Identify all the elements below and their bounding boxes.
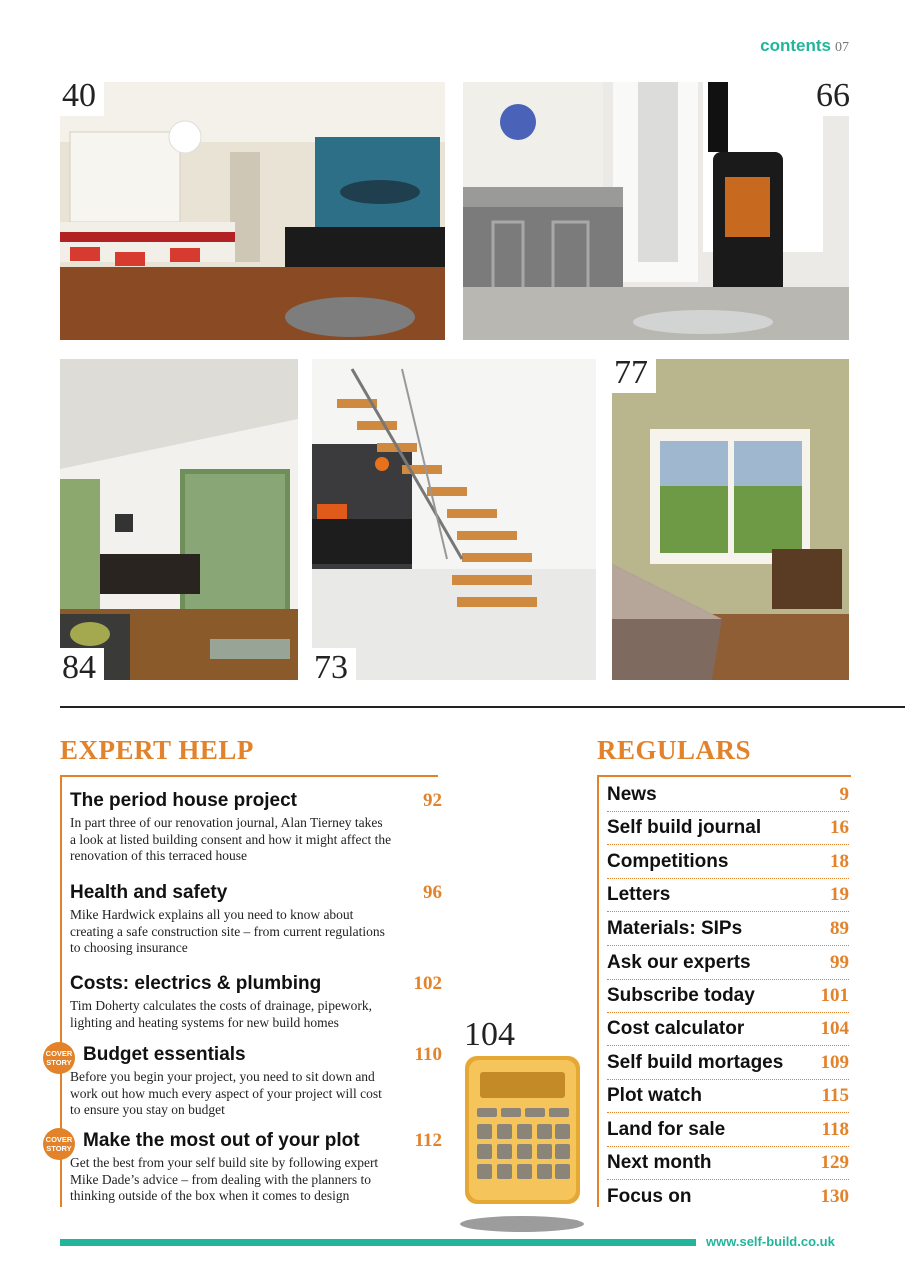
list-item[interactable]: [70, 790, 446, 865]
regulars-item[interactable]: Self build journal 16: [607, 811, 849, 845]
footer-bar: [60, 1239, 696, 1246]
list-item[interactable]: [70, 882, 446, 957]
kitchen-image: [60, 82, 445, 340]
list-item[interactable]: [70, 1130, 446, 1205]
regulars-item[interactable]: News 9: [607, 778, 849, 812]
item-page: 96: [423, 882, 442, 903]
item-title: Health and safety: [70, 882, 228, 903]
photo-kitchen[interactable]: [60, 82, 445, 340]
bedroom-image: [612, 359, 849, 680]
page-header: [760, 36, 849, 56]
item-title: Budget essentials: [83, 1044, 246, 1065]
item-page: 112: [414, 1130, 442, 1151]
calculator-page-number: 104: [464, 1016, 515, 1053]
section-divider: [60, 706, 905, 708]
item-page: 102: [413, 973, 442, 994]
item-description: Before you begin your project, you need to sit down and work out how much every aspect of your project will cost to ensure you stay on budget: [70, 1069, 382, 1117]
stove-image: [463, 82, 849, 340]
regulars-item[interactable]: Focus on 130: [607, 1185, 849, 1207]
item-page: 92: [423, 790, 442, 811]
regulars-item[interactable]: Self build mortages 109: [607, 1046, 849, 1080]
calculator-icon: [455, 1054, 590, 1234]
list-item[interactable]: [70, 1044, 446, 1119]
photo-stairs[interactable]: [312, 359, 596, 680]
item-description: Get the best from your self build site by following expert Mike Dade’s advice – from dealing with the planners to thinking outside of the box when it comes to design: [70, 1155, 379, 1203]
photo-living[interactable]: [60, 359, 298, 680]
regulars-item[interactable]: Plot watch 115: [607, 1079, 849, 1113]
photo-page-number: 73: [306, 648, 356, 688]
regulars-item[interactable]: Letters 19: [607, 878, 849, 912]
page-number: 07: [835, 40, 849, 55]
stairs-image: [312, 359, 596, 680]
item-title: Make the most out of your plot: [83, 1130, 360, 1151]
item-page: 110: [414, 1044, 442, 1065]
list-item[interactable]: [70, 973, 446, 1031]
photo-bedroom[interactable]: [612, 359, 849, 680]
regulars-heading: REGULARS: [597, 735, 752, 765]
regulars-item[interactable]: Cost calculator 104: [607, 1012, 849, 1046]
item-description: Tim Doherty calculates the costs of drainage, pipework, lighting and heating systems for new build homes: [70, 998, 373, 1030]
cover-story-badge: COVER STORY: [43, 1128, 75, 1160]
cover-story-badge: COVER STORY: [43, 1042, 75, 1074]
item-description: Mike Hardwick explains all you need to know about creating a safe construction site – from current regulations to choosing insurance: [70, 907, 385, 955]
photo-page-number: 84: [54, 648, 104, 688]
regulars-item[interactable]: Subscribe today 101: [607, 979, 849, 1013]
item-title: Costs: electrics & plumbing: [70, 973, 322, 994]
living-image: [60, 359, 298, 680]
item-title: The period house project: [70, 790, 297, 811]
item-description: In part three of our renovation journal, Alan Tierney takes a look at listed building consent and how it might affect the renovation of this terraced house: [70, 815, 392, 863]
regulars-item[interactable]: Next month 129: [607, 1146, 849, 1180]
photo-page-number: 40: [54, 76, 104, 116]
expert-help-heading: EXPERT HELP: [60, 735, 254, 765]
regulars-item[interactable]: Materials: SIPs 89: [607, 912, 849, 946]
photo-stove[interactable]: [463, 82, 849, 340]
photo-page-number: 77: [606, 353, 656, 393]
regulars-item[interactable]: Competitions 18: [607, 845, 849, 879]
regulars-item[interactable]: Ask our experts 99: [607, 946, 849, 980]
section-label: contents: [760, 36, 831, 55]
regulars-item[interactable]: Land for sale 118: [607, 1113, 849, 1147]
website-link[interactable]: www.self-build.co.uk: [706, 1234, 835, 1249]
photo-page-number: 66: [808, 76, 858, 116]
